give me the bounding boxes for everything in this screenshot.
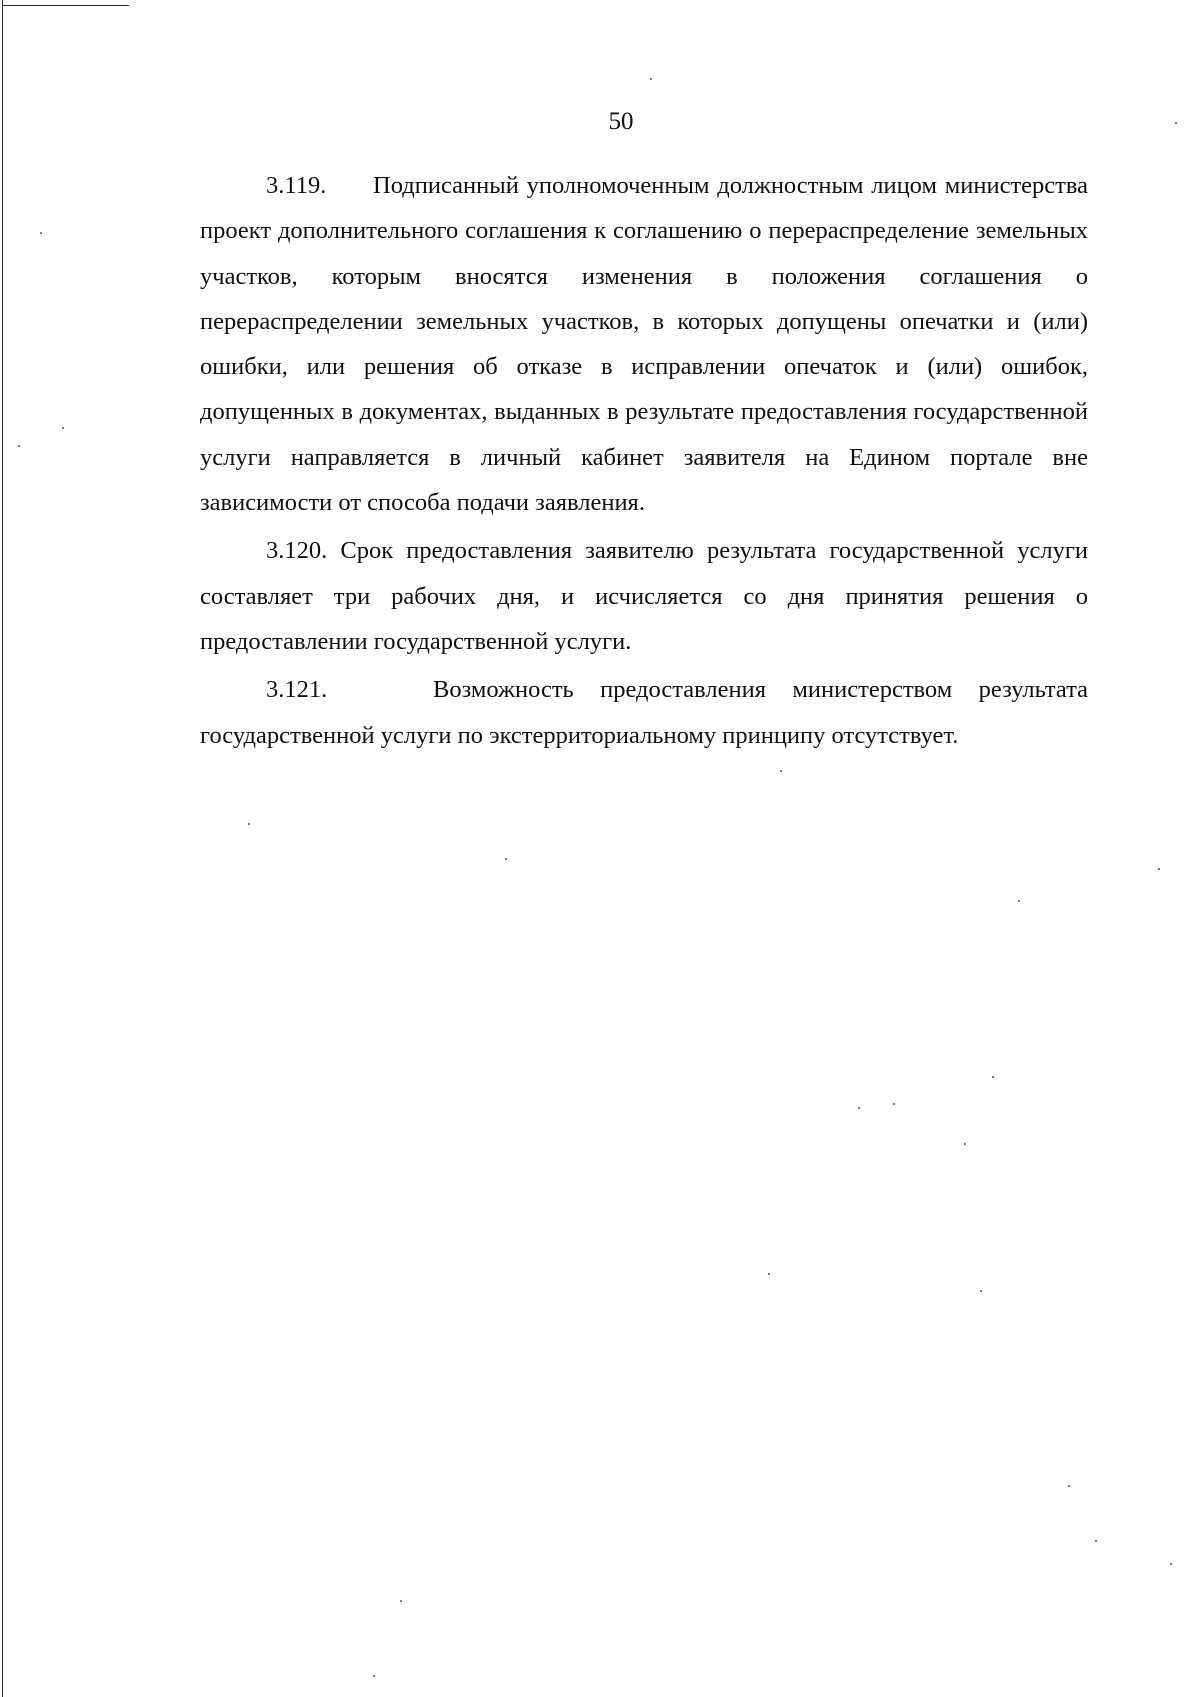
paragraph-number: 3.119. [266,172,327,199]
scan-border-line [2,0,3,1697]
paragraph-number: 3.120. [266,537,328,565]
scan-speck [1170,1563,1172,1565]
scan-speck [1158,868,1160,870]
paragraph-3-121 [200,667,1088,758]
scan-speck [248,823,250,825]
scan-corner-line [2,5,129,6]
paragraph-text: Срок предоставления заявителю результата государственной услуги составляет три рабочих дня, и исчисляется со дня принятия решения о предоставлении государственной услуги. [200,537,1088,655]
scan-speck [505,858,507,860]
scan-speck [1095,1540,1097,1542]
scan-speck [62,427,64,429]
page-number: 50 [608,108,634,135]
scan-speck [400,1600,402,1602]
scan-speck [1018,900,1020,902]
paragraph-text: Подписанный уполномоченным должностным лицом министерства проект дополнительного соглашения к соглашению о перераспределение земельных участков, которым вносятся изменения в положения соглашения о перераспределении земельных участков, в которых допущены опечатки и (или) ошибки, или решения об отказе в исправлении опечаток и (или) ошибок, допущенных в документах, выданных в результате предоставления государственной услуги направляется в личный кабинет заявителя на Едином портале вне зависимости от способа подачи заявления. [200,172,1088,517]
scan-speck [980,1290,982,1292]
scan-speck [1175,122,1177,124]
scan-speck [858,1107,860,1109]
scan-speck [650,78,652,80]
scan-speck [18,445,20,447]
scan-speck [964,1143,966,1145]
scan-speck [373,1675,375,1677]
scan-speck [992,1076,994,1078]
paragraph-text: Возможность предоставления министерством результата государственной услуги по экстерриториальному принципу отсутствует. [200,676,1088,749]
paragraph-3-120 [200,528,1088,664]
scan-speck [1068,1485,1070,1487]
scan-speck [40,232,42,234]
paragraph-number: 3.121. [266,676,328,704]
scan-speck [893,1103,895,1105]
scan-speck [780,770,782,772]
document-body [200,163,1088,758]
scan-speck [768,1273,770,1275]
paragraph-3-119 [200,163,1088,525]
